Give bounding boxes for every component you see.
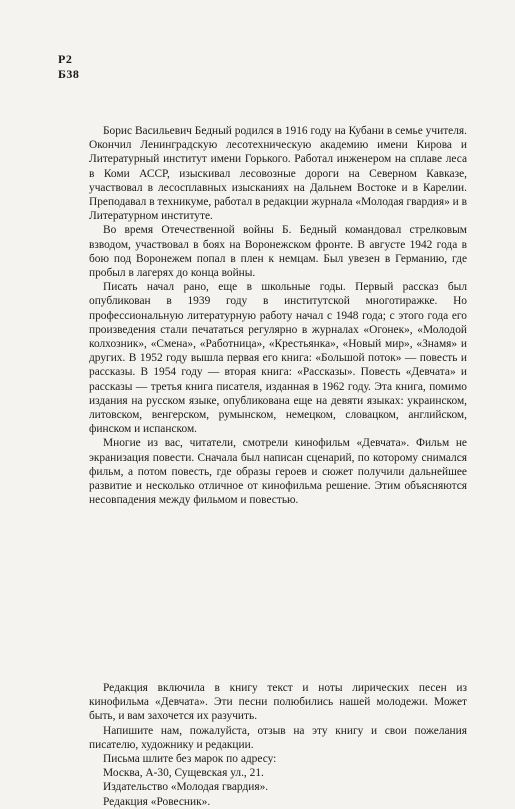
author-biography (89, 124, 467, 507)
biography-paragraph-1: Борис Васильевич Бедный родился в 1916 году на Кубани в семье учителя. Окончил Ленинградскую лесотехническую академию имени Кирова и Литературный институт имени Горького. Работал инженером на сплаве леса в Коми АССР, изыскивал лесовозные дороги на Северном Кавказе, участвовал в лесосплавных изысканиях на Дальнем Востоке и в Карелии. Преподавал в техникуме, работал в редакции журнала «Молодая гвардия» и в Литературном институте. (89, 125, 467, 223)
editorial-paragraph-1: Редакция включила в книгу текст и ноты лирических песен из кинофильма «Девчата». Эти песни полюбились нашей молодежи. Может быть, и вам захочется их разучить. (89, 682, 467, 723)
classification-code-line-1: Р2 (58, 52, 73, 66)
biography-paragraph-3: Писать начал рано, еще в школьные годы. Первый рассказ был опубликован в 1939 году в институтской многотиражке. Но профессиональную литературную работу начал с 1948 года; с этого года его произведения стали печататься регулярно в журналах «Огонек», «Молодой колхозник», «Смена», «Работница», «Крестьянка», «Новый мир», «Знамя» и других. В 1952 году вышла первая его книга: «Большой поток» — повесть и рассказы. В 1954 году — вторая книга: «Рассказы». Повесть «Девчата» и рассказы — третья книга писателя, изданная в 1962 году. Эта книга, помимо издания на русском языке, опубликована еще на девяти языках: украинском, литовском, венгерском, румынском, немецком, словацком, английском, финском и испанском. (89, 281, 467, 436)
biography-paragraph-4: Многие из вас, читатели, смотрели кинофильм «Девчата». Фильм не экранизация повести. Сначала был написан сценарий, по которому снимался фильм, а потом повесть, где образы героев и сюжет получили дальнейшее развитие и несколько отличное от кинофильма решение. Этим объясняются несовпадения между фильмом и повестью. (89, 437, 467, 507)
classification-codes (58, 52, 79, 82)
biography-paragraph-2: Во время Отечественной войны Б. Бедный командовал стрелковым взводом, участвовал в боях на Воронежском фронте. В августе 1942 года в бою под Воронежем попал в плен к немцам. Был увезен в Германию, где пробыл в лагерях до конца войны. (89, 224, 467, 280)
mailing-address (103, 766, 467, 809)
address-line-2: Издательство «Молодая гвардия». (103, 781, 269, 794)
address-line-3: Редакция «Ровесник». (103, 795, 211, 808)
address-line-1: Москва, А-30, Сущевская ул., 21. (103, 767, 264, 780)
editorial-note (89, 681, 467, 809)
classification-code-line-2: Б38 (58, 67, 80, 81)
editorial-paragraph-3: Письма шлите без марок по адресу: (103, 753, 277, 766)
editorial-paragraph-2: Напишите нам, пожалуйста, отзыв на эту книгу и свои пожелания писателю, художнику и редакции. (89, 724, 467, 751)
